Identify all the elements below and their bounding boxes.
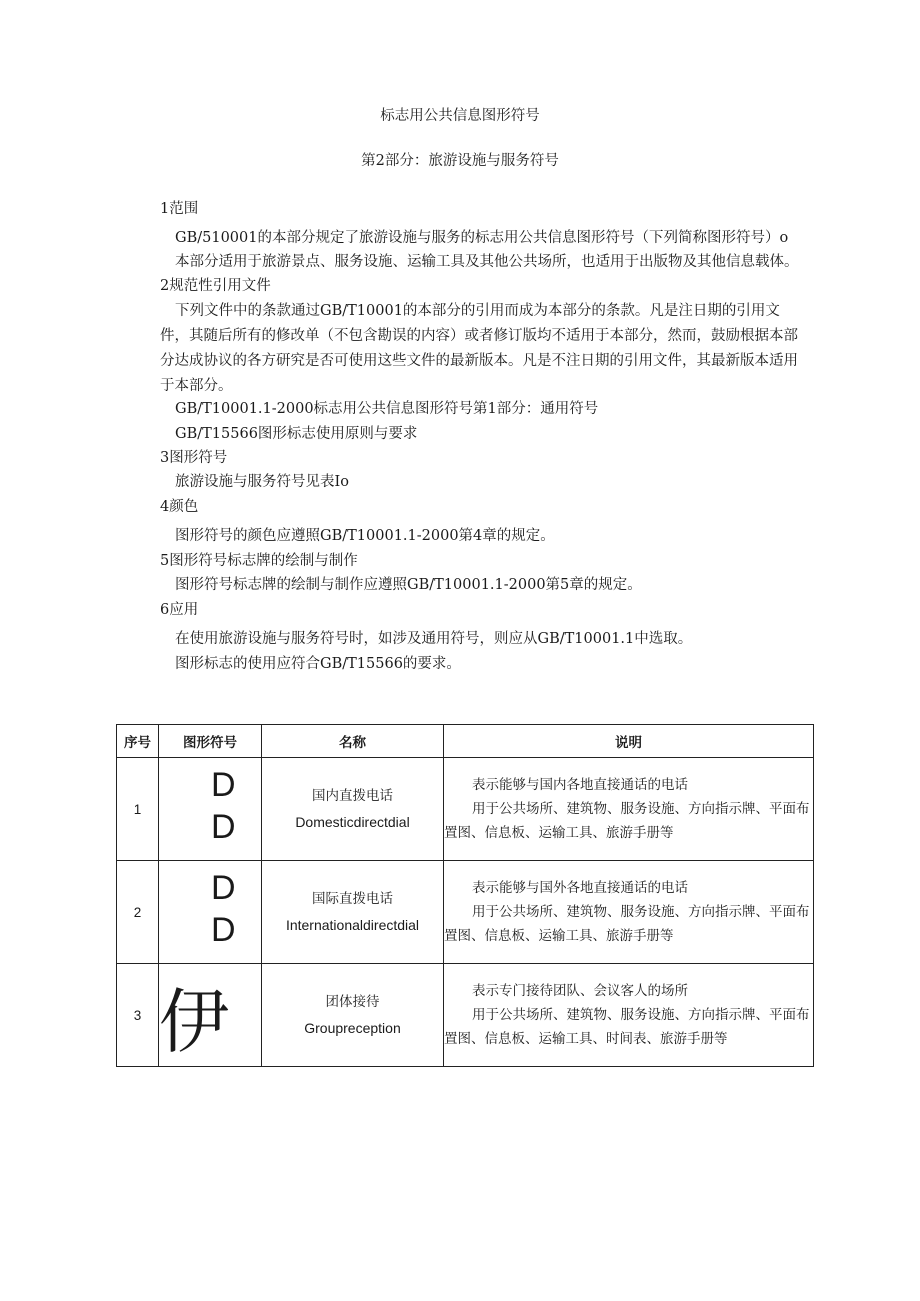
row-number: 1 [117, 758, 159, 861]
section-1-heading: 1范围 [160, 201, 199, 217]
table-row [117, 964, 814, 1067]
document-subtitle: 第2部分：旅游设施与服务符号 [361, 153, 559, 169]
section-4-heading: 4颜色 [160, 499, 199, 515]
symbol-glyph-line: D [211, 808, 236, 846]
description-line-1: 表示能够与国内各地直接通话的电话 [472, 777, 688, 793]
name-chinese: 国际直拨电话 [312, 891, 393, 907]
symbol-glyph-line: D [211, 911, 236, 949]
document-title: 标志用公共信息图形符号 [380, 108, 540, 124]
row-number: 3 [117, 964, 159, 1067]
header-description: 说明 [444, 725, 814, 758]
section-1-paragraph-1: GB/510001的本部分规定了旅游设施与服务的标志用公共信息图形符号（下列简称图形符号）o [175, 230, 789, 246]
description-line-2: 用于公共场所、建筑物、服务设施、方向指示牌、平面布置图、信息板、运输工具、旅游手册等 [444, 801, 810, 841]
table-header-row [117, 725, 814, 758]
section-1-paragraph-2: 本部分适用于旅游景点、服务设施、运输工具及其他公共场所，也适用于出版物及其他信息载体。 [175, 254, 799, 270]
symbol-cell [159, 861, 262, 964]
section-2-heading: 2规范性引用文件 [160, 278, 271, 294]
header-symbol: 图形符号 [159, 725, 262, 758]
symbol-glyph [211, 764, 236, 848]
section-3-paragraph-1: 旅游设施与服务符号见表Io [175, 474, 349, 490]
table-row [117, 758, 814, 861]
name-cell [262, 964, 444, 1067]
symbol-glyph [211, 867, 236, 951]
description-cell [444, 758, 814, 861]
section-3-heading: 3图形符号 [160, 450, 228, 466]
name-english: Groupreception [304, 1020, 401, 1036]
description-cell [444, 861, 814, 964]
symbol-glyph: 伊 [159, 981, 229, 1063]
section-6-paragraph-1: 在使用旅游设施与服务符号时，如涉及通用符号，则应从GB/T10001.1中选取。 [175, 631, 693, 647]
name-chinese: 国内直拨电话 [312, 788, 393, 804]
symbol-glyph-line: D [211, 869, 236, 907]
section-6-paragraph-2: 图形标志的使用应符合GB/T15566的要求。 [175, 656, 461, 672]
description-line-1: 表示专门接待团队、会议客人的场所 [472, 983, 688, 999]
row-number: 2 [117, 861, 159, 964]
header-name: 名称 [262, 725, 444, 758]
name-english: Internationaldirectdial [285, 917, 420, 933]
description-line-2: 用于公共场所、建筑物、服务设施、方向指示牌、平面布置图、信息板、运输工具、旅游手册等 [444, 904, 810, 944]
symbol-table [116, 724, 814, 1067]
section-5-heading: 5图形符号标志牌的绘制与制作 [160, 553, 358, 569]
symbol-cell [159, 964, 262, 1067]
section-2-reference-2: GB/T15566图形标志使用原则与要求 [175, 426, 418, 442]
name-english: Domesticdirectdial [295, 814, 410, 830]
section-5-paragraph-1: 图形符号标志牌的绘制与制作应遵照GB/T10001.1-2000第5章的规定。 [175, 577, 642, 593]
section-4-paragraph-1: 图形符号的颜色应遵照GB/T10001.1-2000第4章的规定。 [175, 528, 555, 544]
description-cell [444, 964, 814, 1067]
description-line-2: 用于公共场所、建筑物、服务设施、方向指示牌、平面布置图、信息板、运输工具、时间表、旅游手册等 [444, 1007, 810, 1047]
symbol-cell [159, 758, 262, 861]
symbol-glyph-line: D [211, 766, 236, 804]
table-row [117, 861, 814, 964]
header-number: 序号 [117, 725, 159, 758]
name-cell [262, 758, 444, 861]
description-line-1: 表示能够与国外各地直接通话的电话 [472, 880, 688, 896]
section-6-heading: 6应用 [160, 602, 199, 618]
section-2-paragraph-1: 下列文件中的条款通过GB/T10001的本部分的引用而成为本部分的条款。凡是注日期的引用文件，其随后所有的修改单（不包含勘误的内容）或者修订版均不适用于本部分，然而，鼓励根据本部分达成协议的各方研究是否可使用这些文件的最新版本。凡是不注日期的引用文件，其最新版本适用于本部分。 [160, 303, 798, 394]
section-2-reference-1: GB/T10001.1-2000标志用公共信息图形符号第1部分：通用符号 [175, 401, 599, 417]
name-cell [262, 861, 444, 964]
name-chinese: 团体接待 [325, 994, 380, 1010]
